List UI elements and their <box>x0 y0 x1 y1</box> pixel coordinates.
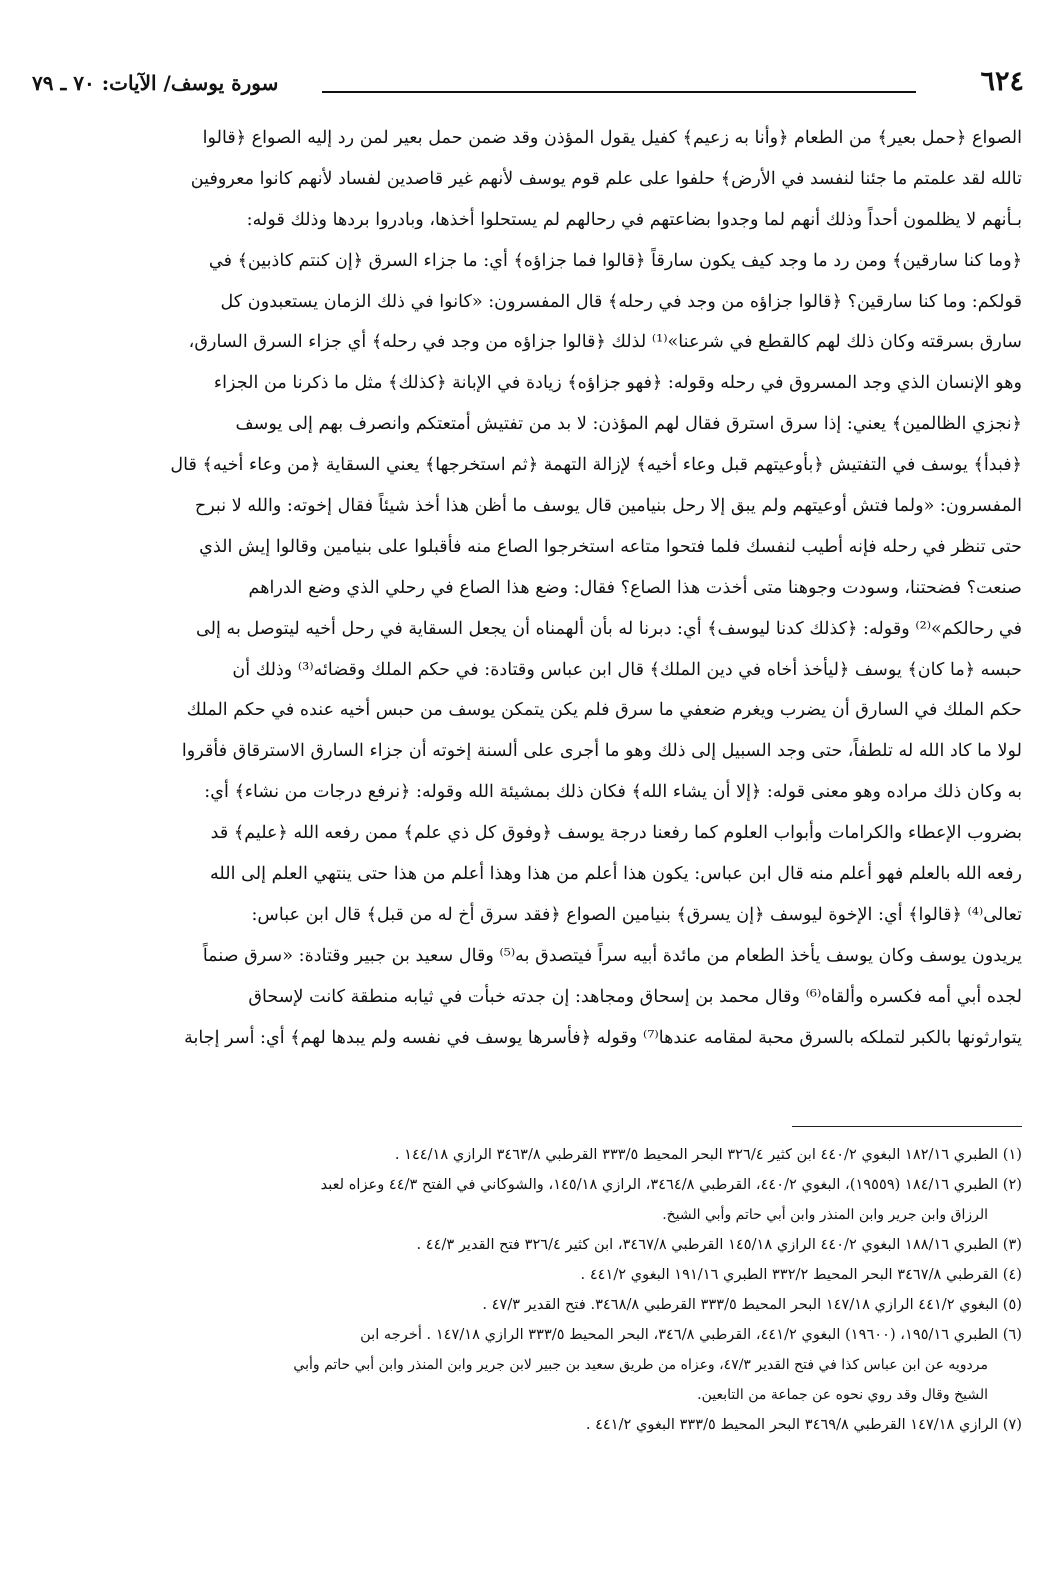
footnote-continuation: مردويه عن ابن عباس كذا في فتح القدير ٤٧/٣، وعزاه من طريق سعيد بن جبير لابن جرير وابن المنذر وابن أبي حاتم وأبي <box>293 1357 988 1373</box>
text-line: ﴿فبدأ﴾ يوسف في التفتيش ﴿بأوعيتهم قبل وعاء أخيه﴾ لإزالة التهمة ﴿ثم استخرجها﴾ يعني السقاية ﴿من وعاء أخيه﴾ قال <box>170 455 1022 476</box>
text-line: يتوارثونها بالكبر لتملكه بالسرق محبة لمقامه عندها⁽⁷⁾ وقوله ﴿فأسرها يوسف في نفسه ولم يبدها لهم﴾ أي: أسر إجابة <box>184 1027 1022 1048</box>
text-line: يريدون يوسف وكان يوسف يأخذ الطعام من مائدة أبيه سراً فيتصدق به⁽⁵⁾ وقال سعيد بن جبير وقتادة: «سرق صنماً <box>202 945 1022 966</box>
text-line: قولكم: وما كنا سارقين؟ ﴿قالوا جزاؤه من وجد في رحله﴾ قال المفسرون: «كانوا في ذلك الزمان يستعبدون كل <box>220 291 1022 312</box>
footnotes <box>40 1140 1022 1440</box>
text-line: به وكان ذلك مراده وهو معنى قوله: ﴿إلا أن يشاء الله﴾ فكان ذلك بمشيئة الله وقوله: ﴿نرفع درجات من نشاء﴾ أي: <box>204 782 1022 803</box>
text-line: حتى تنظر في رحله فإنه أطيب لنفسك فلما فتحوا متاعه استخرجوا الصاع منه فأقبلوا على بنيامين وقالوا إيش الذي <box>199 536 1022 557</box>
header-rule <box>322 91 916 93</box>
footnote: (٥) البغوي ٤٤١/٢ الرازي ١٤٧/١٨ البحر المحيط ٣٣٣/٥ القرطبي ٣٤٦٨/٨. فتح القدير ٤٧/٣ . <box>482 1296 1022 1313</box>
text-line: وهو الإنسان الذي وجد المسروق في رحله وقوله: ﴿فهو جزاؤه﴾ زيادة في الإبانة ﴿كذلك﴾ مثل ما ذكرنا من الجزاء <box>213 373 1022 394</box>
text-line: ﴿نجزي الظالمين﴾ يعني: إذا سرق استرق فقال لهم المؤذن: لا بد من تفتيش أمتعتكم وانصرف بهم إلى يوسف <box>235 414 1022 435</box>
page-header <box>30 64 1026 104</box>
text-line: رفعه الله بالعلم فهو أعلم منه قال ابن عباس: يكون هذا أعلم من هذا وهذا أعلم من هذا حتى ينتهي العلم إلى الله <box>209 864 1022 885</box>
footnote: (٤) القرطبي ٣٤٦٧/٨ البحر المحيط ٣٣٢/٢ الطبري ١٩١/١٦ البغوي ٤٤١/٢ . <box>580 1266 1022 1283</box>
text-line: لولا ما كاد الله له تلطفاً، حتى وجد السبيل إلى ذلك وهو ما أجرى على ألسنة إخوته أن جزاء السارق الاسترقاق فأقروا <box>181 741 1022 762</box>
footnote: (٦) الطبري ١٩٥/١٦، (١٩٦٠٠) البغوي ٤٤١/٢، القرطبي ٣٤٦/٨، البحر المحيط ٣٣٣/٥ الرازي ١٤٧/١٨ . أخرجه ابن <box>360 1326 1022 1343</box>
text-line: الصواع ﴿حمل بعير﴾ من الطعام ﴿وأنا به زعيم﴾ كفيل يقول المؤذن وقد ضمن حمل بعير لمن رد إليه الصواع ﴿قالوا <box>202 128 1022 148</box>
text-line: ﴿وما كنا سارقين﴾ ومن رد ما وجد كيف يكون سارقاً ﴿قالوا فما جزاؤه﴾ أي: ما جزاء السرق ﴿إن كنتم كاذبين﴾ في <box>208 250 1022 271</box>
text-line: تالله لقد علمتم ما جئنا لنفسد في الأرض﴾ حلفوا على علم قوم يوسف لأنهم غير قاصدين لفساد لأنهم كانوا معروفين <box>190 168 1022 189</box>
text-line: بـأنهم لا يظلمون أحداً وذلك أنهم لما وجدوا بضاعتهم في رحالهم لم يستحلوا أخذها، وبادروا بردها وذلك قوله: <box>246 209 1022 230</box>
text-line: المفسرون: «ولما فتش أوعيتهم ولم يبق إلا رحل بنيامين قال يوسف ما أظن هذا أخذ شيئاً فقال إخوته: والله لا نبرح <box>194 496 1022 517</box>
text-line: حكم الملك في السارق أن يضرب ويغرم ضعفي ما سرق فلم يكن يتمكن يوسف من حبس أخيه عنده في حكم الملك <box>186 700 1022 721</box>
main-text <box>42 118 1022 1058</box>
running-title: سورة يوسف/ الآيات: ٧٠ ـ ٧٩ <box>32 71 279 95</box>
footnote-continuation: الشيخ وقال وقد روي نحوه عن جماعة من التابعين. <box>697 1387 988 1403</box>
footnote: (٣) الطبري ١٨٨/١٦ البغوي ٤٤٠/٢ الرازي ١٤٥/١٨ القرطبي ٣٤٦٧/٨، ابن كثير ٣٢٦/٤ فتح القدير ٤٤/٣ . <box>416 1236 1022 1253</box>
page-number: ٦٢٤ <box>980 66 1024 97</box>
text-line: حبسه ﴿ما كان﴾ يوسف ﴿ليأخذ أخاه في دين الملك﴾ قال ابن عباس وقتادة: في حكم الملك وقضائه⁽³⁾ وذلك أن <box>232 659 1022 680</box>
text-line: صنعت؟ فضحتنا، وسودت وجوهنا متى أخذت هذا الصاع؟ فقال: وضع هذا الصاع في رحلي الذي وضع الدراهم <box>248 577 1022 598</box>
footnote-continuation: الرزاق وابن جرير وابن المنذر وابن أبي حاتم وأبي الشيخ. <box>662 1207 988 1223</box>
footnote: (٢) الطبري ١٨٤/١٦ (١٩٥٥٩)، البغوي ٤٤٠/٢، القرطبي ٣٤٦٤/٨، الرازي ١٤٥/١٨، والشوكاني في الفتح ٤٤/٣ وعزاه لعبد <box>320 1176 1022 1193</box>
footnote: (٧) الرازي ١٤٧/١٨ القرطبي ٣٤٦٩/٨ البحر المحيط ٣٣٣/٥ البغوي ٤٤١/٢ . <box>585 1416 1022 1433</box>
text-line: بضروب الإعطاء والكرامات وأبواب العلوم كما رفعنا درجة يوسف ﴿وفوق كل ذي علم﴾ ممن رفعه الله ﴿عليم﴾ قد <box>210 823 1022 844</box>
text-line: تعالى⁽⁴⁾ ﴿قالوا﴾ أي: الإخوة ليوسف ﴿إن يسرق﴾ بنيامين الصواع ﴿فقد سرق أخ له من قبل﴾ قال ابن عباس: <box>251 904 1022 925</box>
text-line: في رحالكم»⁽²⁾ وقوله: ﴿كذلك كدنا ليوسف﴾ أي: دبرنا له بأن ألهمناه أن يجعل السقاية في رحل أخيه ليتوصل به إلى <box>196 618 1022 639</box>
text-line: لجده أبي أمه فكسره وألقاه⁽⁶⁾ وقال محمد بن إسحاق ومجاهد: إن جدته خبأت في ثيابه منطقة كانت لإسحاق <box>248 986 1022 1007</box>
footnote: (١) الطبري ١٨٢/١٦ البغوي ٤٤٠/٢ ابن كثير ٣٢٦/٤ البحر المحيط ٣٣٣/٥ القرطبي ٣٤٦٣/٨ الرازي ١٤٤/١٨ . <box>394 1146 1022 1163</box>
footnote-separator <box>792 1126 1022 1127</box>
text-line: سارق بسرقته وكان ذلك لهم كالقطع في شرعنا»⁽¹⁾ لذلك ﴿قالوا جزاؤه من وجد في رحله﴾ أي جزاء السرق السارق، <box>188 332 1022 353</box>
